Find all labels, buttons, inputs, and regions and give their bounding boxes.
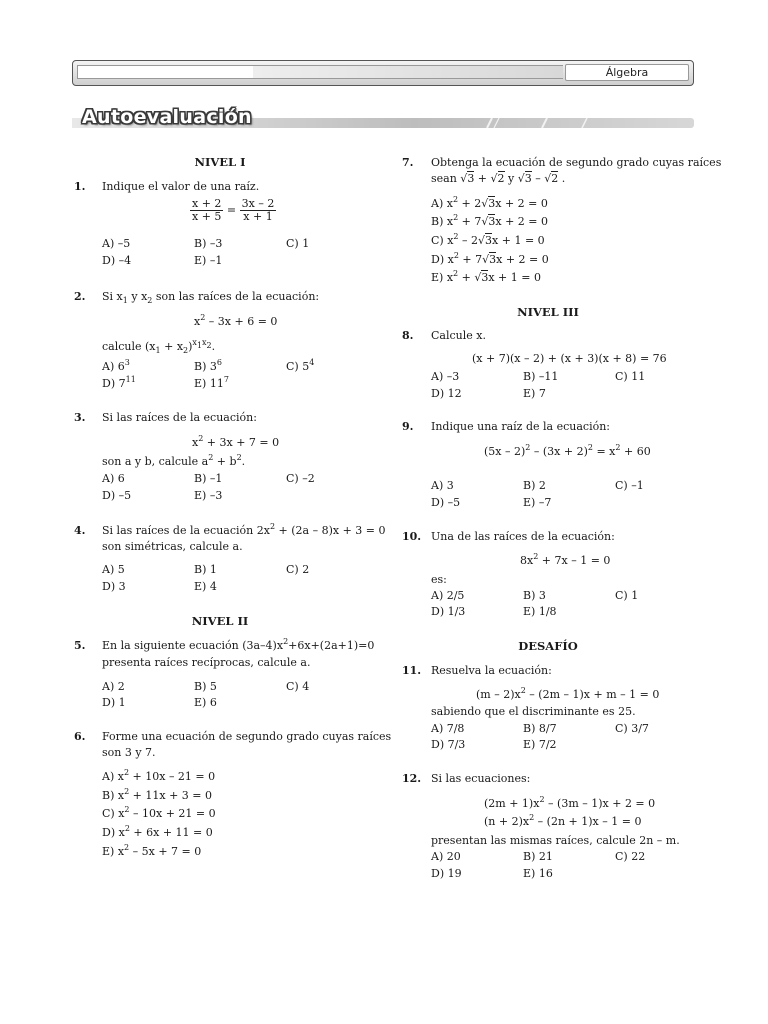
q3-option-d: D) –5 — [102, 489, 132, 502]
banner-stripes-decoration — [482, 118, 602, 128]
q8-option-d: D) 12 — [431, 387, 462, 400]
q9-option-c: C) –1 — [615, 479, 644, 492]
q8-option-e: E) 7 — [523, 387, 546, 400]
level-title-1: NIVEL I — [194, 155, 246, 169]
q6-option-d: D) $x^2 + 6x + 11 = 0$ — [102, 824, 213, 839]
question-10-es: es: — [431, 573, 447, 586]
q4-option-e: E) 4 — [194, 580, 217, 593]
question-8-stem: Calcule x. — [431, 329, 486, 342]
question-6-number: 6. — [74, 730, 86, 743]
question-1-equation: $\frac{x + 2}{x + 5}$ = $\frac{3x - 2}{x + 1}$ — [192, 197, 275, 223]
question-2-stem: Si $x_1$ y $x_2$ son las raíces de la ecuación: — [102, 290, 320, 305]
question-12-stem: Si las ecuaciones: — [431, 772, 531, 785]
question-3-stem: Si las raíces de la ecuación: — [102, 411, 257, 424]
q12-option-a: A) 20 — [431, 850, 461, 863]
q3-option-c: C) –2 — [286, 472, 315, 485]
q7-option-e: E) $x^2 + √3x + 1 = 0$ — [431, 269, 541, 284]
question-1-number: 1. — [74, 180, 86, 193]
question-7-line-1: Obtenga la ecuación de segundo grado cuyas raíces — [431, 156, 722, 169]
question-5-line-1: En la siguiente ecuación $(3a-4)x^2+6x+(2a+1)=0$ — [102, 637, 375, 652]
question-12-number: 12. — [402, 772, 422, 785]
q10-option-d: D) 1/3 — [431, 605, 466, 618]
q7-option-c: C) $x^2 - 2√3x + 1 = 0$ — [431, 232, 545, 247]
q1-option-b: B) –3 — [194, 237, 223, 250]
header-middle-panel — [253, 65, 563, 79]
section-banner — [72, 106, 694, 130]
q6-option-a: A) $x^2 + 10x - 21 = 0$ — [102, 768, 216, 783]
q5-option-e: E) 6 — [194, 696, 217, 709]
header-left-panel — [77, 65, 255, 79]
q10-option-e: E) 1/8 — [523, 605, 557, 618]
level-title-challenge: DESAFÍO — [518, 639, 578, 653]
q9-option-e: E) –7 — [523, 496, 552, 509]
q5-option-c: C) 4 — [286, 680, 310, 693]
q9-option-b: B) 2 — [523, 479, 546, 492]
question-3-line-2: son a y b, calcule $a^2 + b^2$. — [102, 453, 246, 468]
question-9-equation: $(5x - 2)^2 - (3x + 2)^2 = x^2 + 60$ — [484, 443, 651, 458]
q2-option-a: A) $6^3$ — [102, 358, 130, 373]
q10-option-a: A) 2/5 — [431, 589, 465, 602]
q2-option-d: D) $7^{11}$ — [102, 375, 136, 390]
q7-option-d: D) $x^2 + 7√3x + 2 = 0$ — [431, 251, 549, 266]
question-2-equation: $x^2 - 3x + 6 = 0$ — [194, 313, 278, 328]
question-2-number: 2. — [74, 290, 86, 303]
q6-option-e: E) $x^2 - 5x + 7 = 0$ — [102, 843, 202, 858]
question-2-calculate: calcule $(x_1 + x_2)^{x_1x_2}$. — [102, 338, 216, 355]
question-11-number: 11. — [402, 664, 422, 677]
question-12-equation-1: $(2m + 1)x^2 - (3m - 1)x + 2 = 0$ — [484, 795, 656, 810]
question-11-condition: sabiendo que el discriminante es 25. — [431, 705, 636, 718]
question-9-stem: Indique una raíz de la ecuación: — [431, 420, 610, 433]
q9-option-d: D) –5 — [431, 496, 461, 509]
question-7-line-2: sean √3 + √2 y √3 – √2 . — [431, 172, 566, 185]
q2-option-c: C) $5^4$ — [286, 358, 315, 373]
q5-option-b: B) 5 — [194, 680, 217, 693]
q7-option-b: B) $x^2 + 7√3x + 2 = 0$ — [431, 213, 549, 228]
q8-option-b: B) –11 — [523, 370, 559, 383]
q3-option-e: E) –3 — [194, 489, 223, 502]
q12-option-e: E) 16 — [523, 867, 553, 880]
q11-option-c: C) 3/7 — [615, 722, 649, 735]
q8-option-c: C) 11 — [615, 370, 646, 383]
q2-option-b: B) $3^6$ — [194, 358, 222, 373]
q12-option-b: B) 21 — [523, 850, 553, 863]
q5-option-a: A) 2 — [102, 680, 125, 693]
question-5-number: 5. — [74, 639, 86, 652]
question-11-stem: Resuelva la ecuación: — [431, 664, 552, 677]
question-6-line-1: Forme una ecuación de segundo grado cuyas raíces — [102, 730, 392, 743]
q1-option-c: C) 1 — [286, 237, 310, 250]
q11-option-e: E) 7/2 — [523, 738, 557, 751]
question-7-number: 7. — [402, 156, 414, 169]
q7-option-a: A) $x^2 + 2√3x + 2 = 0$ — [431, 195, 548, 210]
q10-option-c: C) 1 — [615, 589, 639, 602]
question-10-number: 10. — [402, 530, 422, 543]
question-10-equation: $8x^2 + 7x - 1 = 0$ — [520, 552, 611, 567]
q11-option-b: B) 8/7 — [523, 722, 557, 735]
q1-option-d: D) –4 — [102, 254, 132, 267]
question-11-equation: $(m - 2)x^2 - (2m - 1)x + m - 1 = 0$ — [476, 686, 660, 701]
question-4-line-1: Si las raíces de la ecuación $2x^2 + (2a - 8)x + 3 = 0$ — [102, 522, 386, 537]
question-3-number: 3. — [74, 411, 86, 424]
question-12-equation-2: $(n + 2)x^2 - (2n + 1)x - 1 = 0$ — [484, 813, 642, 828]
question-1-stem: Indique el valor de una raíz. — [102, 180, 260, 193]
q4-option-b: B) 1 — [194, 563, 217, 576]
q1-option-a: A) –5 — [102, 237, 131, 250]
q11-option-a: A) 7/8 — [431, 722, 465, 735]
q4-option-a: A) 5 — [102, 563, 125, 576]
q12-option-d: D) 19 — [431, 867, 462, 880]
question-9-number: 9. — [402, 420, 414, 433]
q6-option-c: C) $x^2 - 10x + 21 = 0$ — [102, 805, 216, 820]
page-header — [72, 60, 694, 86]
question-8-number: 8. — [402, 329, 414, 342]
q3-option-b: B) –1 — [194, 472, 223, 485]
q9-option-a: A) 3 — [431, 479, 454, 492]
question-4-number: 4. — [74, 524, 86, 537]
q11-option-d: D) 7/3 — [431, 738, 466, 751]
q8-option-a: A) –3 — [431, 370, 460, 383]
q4-option-d: D) 3 — [102, 580, 126, 593]
question-3-equation: $x^2 + 3x + 7 = 0$ — [192, 434, 280, 449]
q5-option-d: D) 1 — [102, 696, 126, 709]
question-10-stem: Una de las raíces de la ecuación: — [431, 530, 615, 543]
question-4-line-2: son simétricas, calcule a. — [102, 540, 243, 553]
q6-option-b: B) $x^2 + 11x + 3 = 0$ — [102, 787, 212, 802]
q4-option-c: C) 2 — [286, 563, 310, 576]
q12-option-c: C) 22 — [615, 850, 646, 863]
q10-option-b: B) 3 — [523, 589, 546, 602]
level-title-2: NIVEL II — [191, 614, 249, 628]
level-title-3: NIVEL III — [517, 305, 579, 319]
question-12-calculate: presentan las mismas raíces, calcule 2n – m. — [431, 834, 680, 847]
q3-option-a: A) 6 — [102, 472, 125, 485]
question-6-line-2: son 3 y 7. — [102, 746, 156, 759]
question-5-line-2: presenta raíces recíprocas, calcule a. — [102, 656, 311, 669]
header-subject: Álgebra — [565, 64, 689, 81]
question-8-equation: (x + 7)(x – 2) + (x + 3)(x + 8) = 76 — [472, 352, 667, 365]
q1-option-e: E) –1 — [194, 254, 223, 267]
section-title: Autoevaluación — [82, 106, 252, 128]
q2-option-e: E) $11^7$ — [194, 375, 229, 390]
